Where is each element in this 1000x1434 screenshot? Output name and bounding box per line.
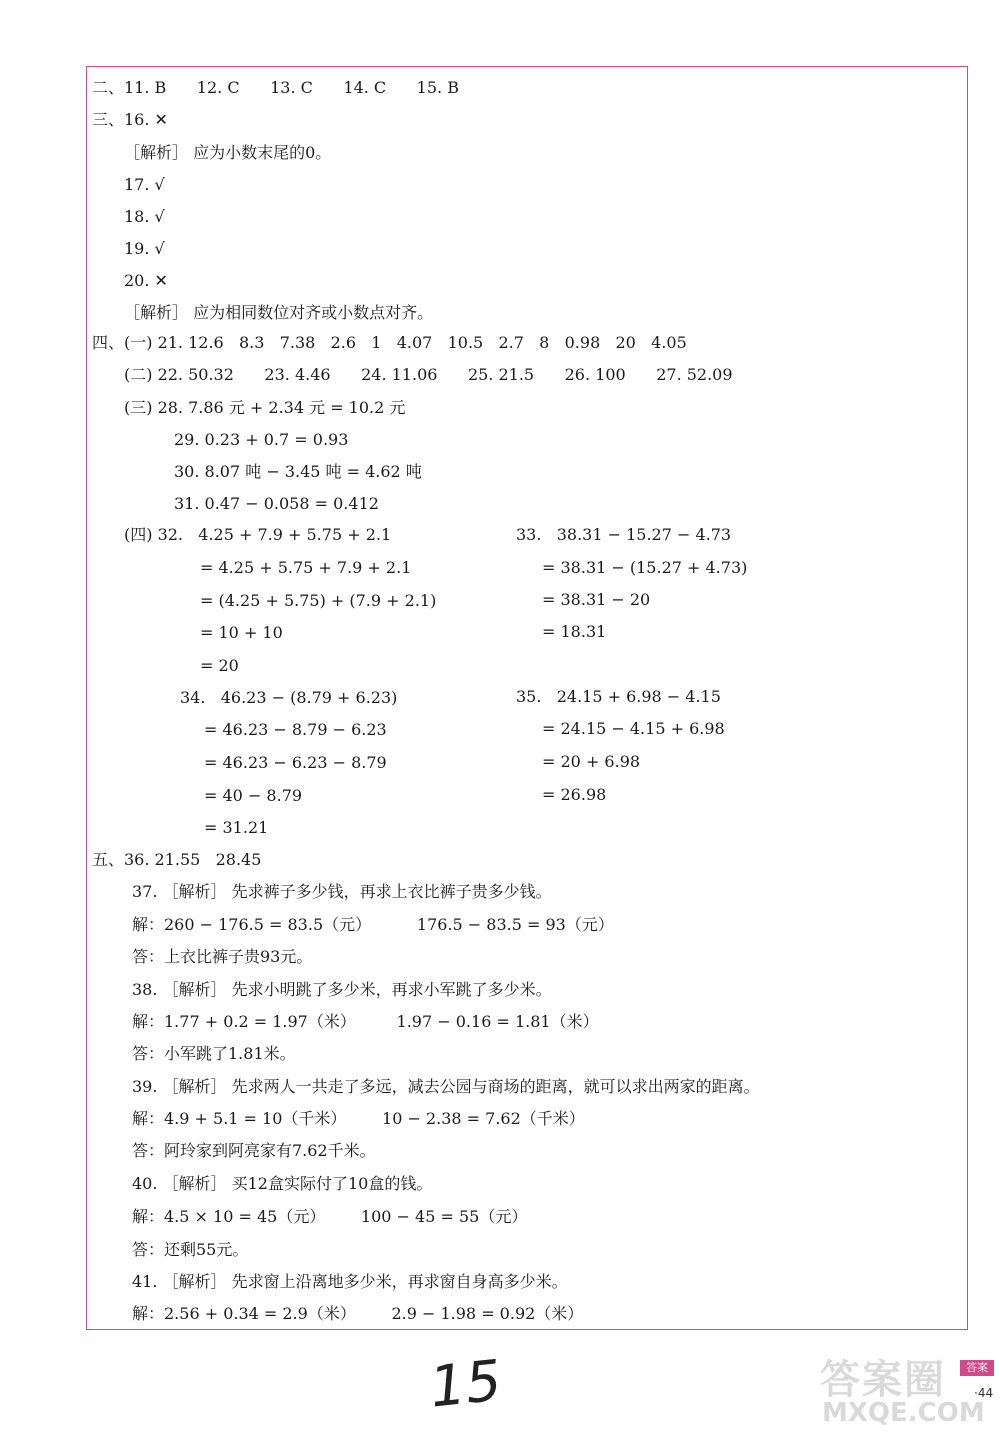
answer-line: = 46.23 − 8.79 − 6.23 — [204, 720, 387, 739]
answer-line: = 31.21 — [204, 818, 269, 837]
watermark-url: MXQE.COM — [822, 1398, 985, 1428]
answer-line: ［解析］ 应为小数末尾的0。 — [124, 143, 332, 162]
answer-line: 30. 8.07 吨 − 3.45 吨 = 4.62 吨 — [174, 462, 422, 481]
answer-tag: 答案 — [960, 1360, 994, 1376]
answer-line: (二) 22. 50.32 23. 4.46 24. 11.06 25. 21.5 26. 100 27. 52.09 — [124, 365, 733, 384]
answer-line: = 10 + 10 — [200, 623, 283, 642]
answer-line: 解：4.9 + 5.1 = 10（千米） 10 − 2.38 = 7.62（千米） — [132, 1109, 585, 1128]
page-number: ·44 — [974, 1386, 994, 1400]
answer-line: = 40 − 8.79 — [204, 786, 303, 805]
answer-line: 答：小军跳了1.81米。 — [132, 1044, 296, 1063]
answer-line: ［解析］ 应为相同数位对齐或小数点对齐。 — [124, 303, 434, 322]
answer-line: 19. √ — [124, 239, 165, 258]
answer-line: 20. ✕ — [124, 271, 168, 290]
answer-line: = 38.31 − (15.27 + 4.73) — [542, 558, 748, 577]
answer-line: 41. ［解析］ 先求窗上沿离地多少米，再求窗自身高多少米。 — [132, 1272, 568, 1291]
answer-line: 18. √ — [124, 207, 165, 226]
answer-line: 答：阿玲家到阿亮家有7.62千米。 — [132, 1141, 376, 1160]
answer-line: 二、11. B 12. C 13. C 14. C 15. B — [92, 78, 459, 97]
answer-line: 答：还剩55元。 — [132, 1240, 249, 1259]
answer-line: 33. 38.31 − 15.27 − 4.73 — [516, 525, 732, 544]
handwritten-page-number: 15 — [426, 1348, 505, 1421]
answer-line: = 18.31 — [542, 622, 607, 641]
answer-line: 39. ［解析］ 先求两人一共走了多远，减去公园与商场的距离，就可以求出两家的距离。 — [132, 1077, 760, 1096]
answer-line: = 26.98 — [542, 785, 607, 804]
answer-line: 31. 0.47 − 0.058 = 0.412 — [174, 494, 379, 513]
answer-line: 解：4.5 × 10 = 45（元） 100 − 45 = 55（元） — [132, 1207, 528, 1226]
answer-line: 五、36. 21.55 28.45 — [92, 850, 262, 869]
answer-line: (四) 32. 4.25 + 7.9 + 5.75 + 2.1 — [124, 525, 392, 544]
answer-line: = 38.31 − 20 — [542, 590, 651, 609]
answer-line: 解：260 − 176.5 = 83.5（元） 176.5 − 83.5 = 93（元） — [132, 915, 614, 934]
answer-line: 38. ［解析］ 先求小明跳了多少米，再求小军跳了多少米。 — [132, 980, 552, 999]
answer-line: 35. 24.15 + 6.98 − 4.15 — [516, 687, 721, 706]
answer-line: 40. ［解析］ 买12盒实际付了10盒的钱。 — [132, 1174, 433, 1193]
answer-line: (三) 28. 7.86 元 + 2.34 元 = 10.2 元 — [124, 398, 406, 417]
answer-line: 34. 46.23 − (8.79 + 6.23) — [180, 688, 398, 707]
answer-line: 29. 0.23 + 0.7 = 0.93 — [174, 430, 349, 449]
answer-line: = 20 + 6.98 — [542, 752, 641, 771]
answer-line: 四、(一) 21. 12.6 8.3 7.38 2.6 1 4.07 10.5 2.7 8 0.98 20 4.05 — [92, 333, 687, 352]
answer-line: 17. √ — [124, 175, 165, 194]
watermark-logo: 答案圈 — [820, 1357, 946, 1403]
answer-line: 37. ［解析］ 先求裤子多少钱，再求上衣比裤子贵多少钱。 — [132, 882, 552, 901]
answer-line: 解：1.77 + 0.2 = 1.97（米） 1.97 − 0.16 = 1.81（米） — [132, 1012, 599, 1031]
answer-line: 解：2.56 + 0.34 = 2.9（米） 2.9 − 1.98 = 0.92（米） — [132, 1304, 584, 1323]
answer-line: = 4.25 + 5.75 + 7.9 + 2.1 — [200, 558, 412, 577]
answer-line: = 24.15 − 4.15 + 6.98 — [542, 719, 725, 738]
answer-line: = (4.25 + 5.75) + (7.9 + 2.1) — [200, 591, 437, 610]
answer-line: = 20 — [200, 656, 239, 675]
answer-line: 三、16. ✕ — [92, 110, 168, 129]
answer-line: = 46.23 − 6.23 − 8.79 — [204, 753, 387, 772]
answer-line: 答：上衣比裤子贵93元。 — [132, 947, 313, 966]
